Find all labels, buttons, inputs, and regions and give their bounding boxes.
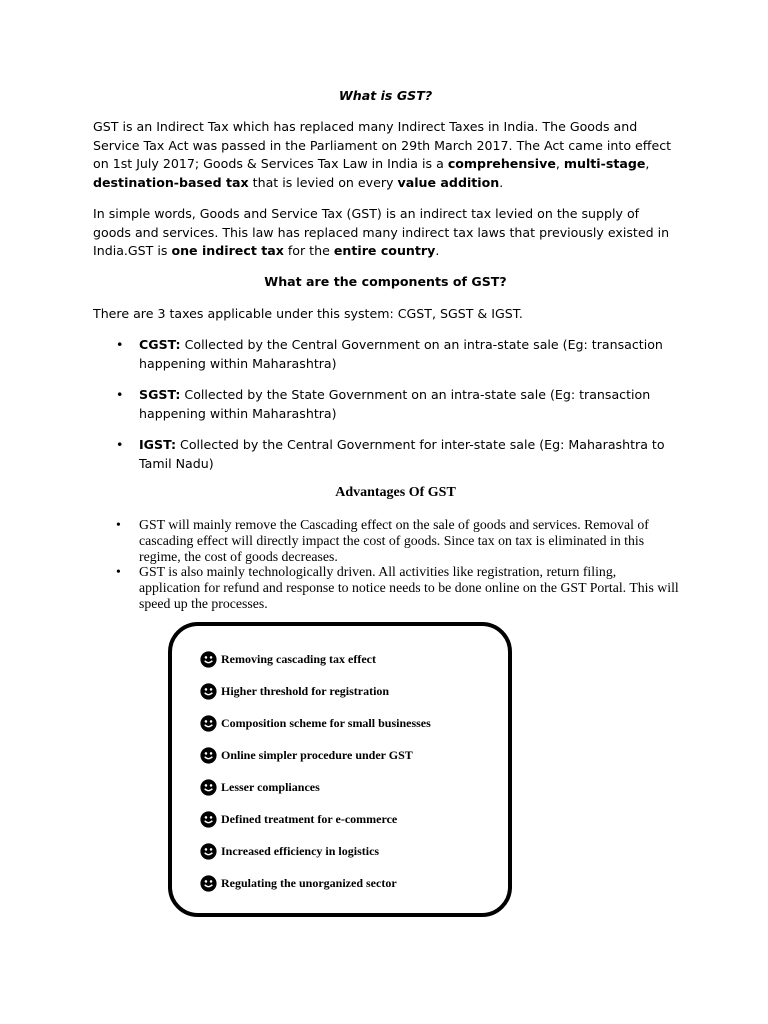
intro-paragraph-1 bbox=[93, 118, 678, 192]
benefit-label: Removing cascading tax effect bbox=[221, 652, 376, 666]
bullet-icon: • bbox=[116, 517, 121, 532]
list-item-cgst bbox=[116, 336, 676, 376]
list-item-advantage-1 bbox=[116, 517, 676, 565]
intro-text: GST is an Indirect Tax which has replaced many Indirect Taxes in India. The Goods and Service Tax Act was passed in the Parliament on 29th March 2017. The Act came into effect on 1st July 2017; Goods & Services Tax Law in India is a bbox=[93, 119, 672, 171]
smiley-icon bbox=[200, 779, 217, 796]
bullet-icon: • bbox=[116, 337, 124, 352]
bold-term: one indirect tax bbox=[171, 243, 284, 258]
intro-text: . bbox=[435, 243, 440, 258]
intro-text: that is levied on every bbox=[248, 174, 398, 190]
components-heading: What are the components of GST? bbox=[264, 274, 507, 289]
benefit-label: Online simpler procedure under GST bbox=[221, 748, 413, 762]
bullet-icon: • bbox=[116, 564, 121, 579]
benefit-label: Composition scheme for small businesses bbox=[221, 716, 431, 730]
list-item-advantage-2 bbox=[116, 564, 679, 612]
bold-term: destination-based tax bbox=[93, 174, 249, 190]
page-title: What is GST? bbox=[338, 88, 433, 103]
smiley-icon bbox=[200, 715, 217, 732]
advantage-text: GST is also mainly technologically driven. All activities like registration, return filing, application for refund and response to notice needs to be done online on the GST Portal. This will speed up the processes. bbox=[139, 564, 679, 611]
benefit-label: Lesser compliances bbox=[221, 780, 320, 794]
smiley-icon bbox=[200, 747, 217, 764]
smiley-icon bbox=[200, 843, 217, 860]
bullet-icon: • bbox=[116, 387, 124, 402]
tax-term: SGST: bbox=[139, 387, 181, 402]
intro-text: In simple words, Goods and Service Tax (GST) is an indirect tax levied on the supply of goods and services. This law has replaced many indirect tax laws that previously existed in India.GST is bbox=[93, 206, 670, 258]
advantages-heading: Advantages Of GST bbox=[335, 485, 456, 500]
tax-description: Collected by the State Government on an intra-state sale (Eg: transaction happening within Maharashtra) bbox=[139, 387, 651, 421]
tax-description: Collected by the Central Government for inter-state sale (Eg: Maharashtra to Tamil Nadu) bbox=[139, 437, 665, 471]
tax-description: Collected by the Central Government on an intra-state sale (Eg: transaction happening within Maharashtra) bbox=[139, 337, 663, 371]
bold-term: value addition bbox=[397, 174, 500, 190]
bold-term: entire country bbox=[333, 243, 436, 258]
intro-text: , bbox=[645, 156, 650, 171]
tax-term: CGST: bbox=[139, 337, 181, 352]
tax-term: IGST: bbox=[139, 437, 177, 452]
components-lead: There are 3 taxes applicable under this system: CGST, SGST & IGST. bbox=[93, 306, 523, 321]
bold-term: multi-stage bbox=[563, 156, 646, 171]
intro-text: , bbox=[555, 156, 564, 171]
benefit-label: Regulating the unorganized sector bbox=[221, 876, 397, 890]
list-item-sgst bbox=[116, 386, 676, 426]
benefit-label: Higher threshold for registration bbox=[221, 684, 390, 698]
smiley-icon bbox=[200, 811, 217, 828]
bullet-icon: • bbox=[116, 437, 124, 452]
benefit-label: Increased efficiency in logistics bbox=[221, 844, 380, 858]
intro-text: . bbox=[499, 174, 504, 190]
gst-benefits-card bbox=[168, 622, 512, 917]
bold-term: comprehensive bbox=[447, 156, 556, 171]
smiley-icon bbox=[200, 651, 217, 668]
intro-text: for the bbox=[283, 243, 334, 258]
intro-paragraph-2 bbox=[93, 205, 678, 261]
advantage-text: GST will mainly remove the Cascading effect on the sale of goods and services. Removal of cascading effect will directly impact the cost of goods. Since tax on tax is eliminated in this regime, the cost of goods decreases. bbox=[139, 517, 649, 564]
benefit-label: Defined treatment for e-commerce bbox=[221, 812, 398, 826]
list-item-igst bbox=[116, 436, 676, 476]
smiley-icon bbox=[200, 875, 217, 892]
smiley-icon bbox=[200, 683, 217, 700]
